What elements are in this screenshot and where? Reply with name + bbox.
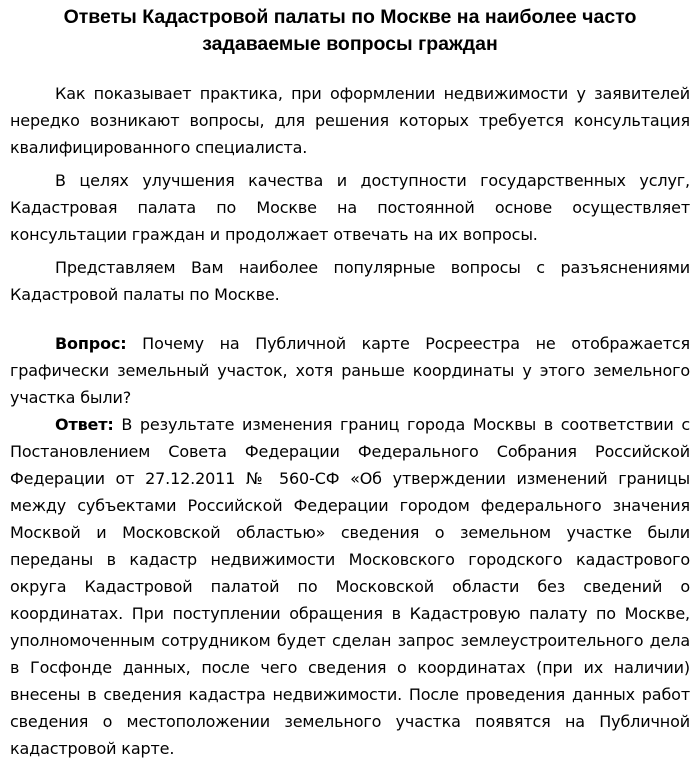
- answer-label: Ответ:: [55, 415, 114, 434]
- document-title: Ответы Кадастровой палаты по Москве на наиболее часто задаваемые вопросы граждан: [63, 6, 637, 55]
- intro-paragraph-2: В целях улучшения качества и доступности государственных услуг, Кадастровая палата по Москве на постоянной основе осуществляет консультации граждан и продолжает отвечать на их вопросы.: [10, 171, 690, 244]
- question-label: Вопрос:: [55, 334, 127, 353]
- answer-text: В результате изменения границ города Москвы в соответствии с Постановлением Совета Федерации Федерального Собрания Российской Федерации от 27.12.2011 № 560-СФ «Об утверждении изменений границы между субъектами Российской Федерации городом федерального значения Москвой и Московской областью» сведения о земельном участке были переданы в кадастр недвижимости Московского городского кадастрового округа Кадастровой палатой по Московской области без сведений о координатах. При поступлении обращения в Кадастровую палату по Москве, уполномоченным сотрудником будет сделан запрос землеустроительного дела в Госфонде данных, после чего сведения о координатах (при их наличии) внесены в сведения кадастра недвижимости. После проведения данных работ сведения о местоположении земельного участка появятся на Публичной кадастровой карте.: [10, 415, 690, 758]
- intro-paragraph-1: Как показывает практика, при оформлении недвижимости у заявителей нередко возникают вопросы, для решения которых требуется консультация квалифицированного специалиста.: [10, 84, 690, 157]
- intro-paragraph-3: Представляем Вам наиболее популярные вопросы с разъяснениями Кадастровой палаты по Москве.: [10, 258, 690, 304]
- answer-paragraph: [10, 411, 690, 762]
- question-paragraph: [10, 330, 690, 411]
- question-text: Почему на Публичной карте Росреестра не отображается графически земельный участок, хотя раньше координаты у этого земельного участка были?: [10, 334, 690, 407]
